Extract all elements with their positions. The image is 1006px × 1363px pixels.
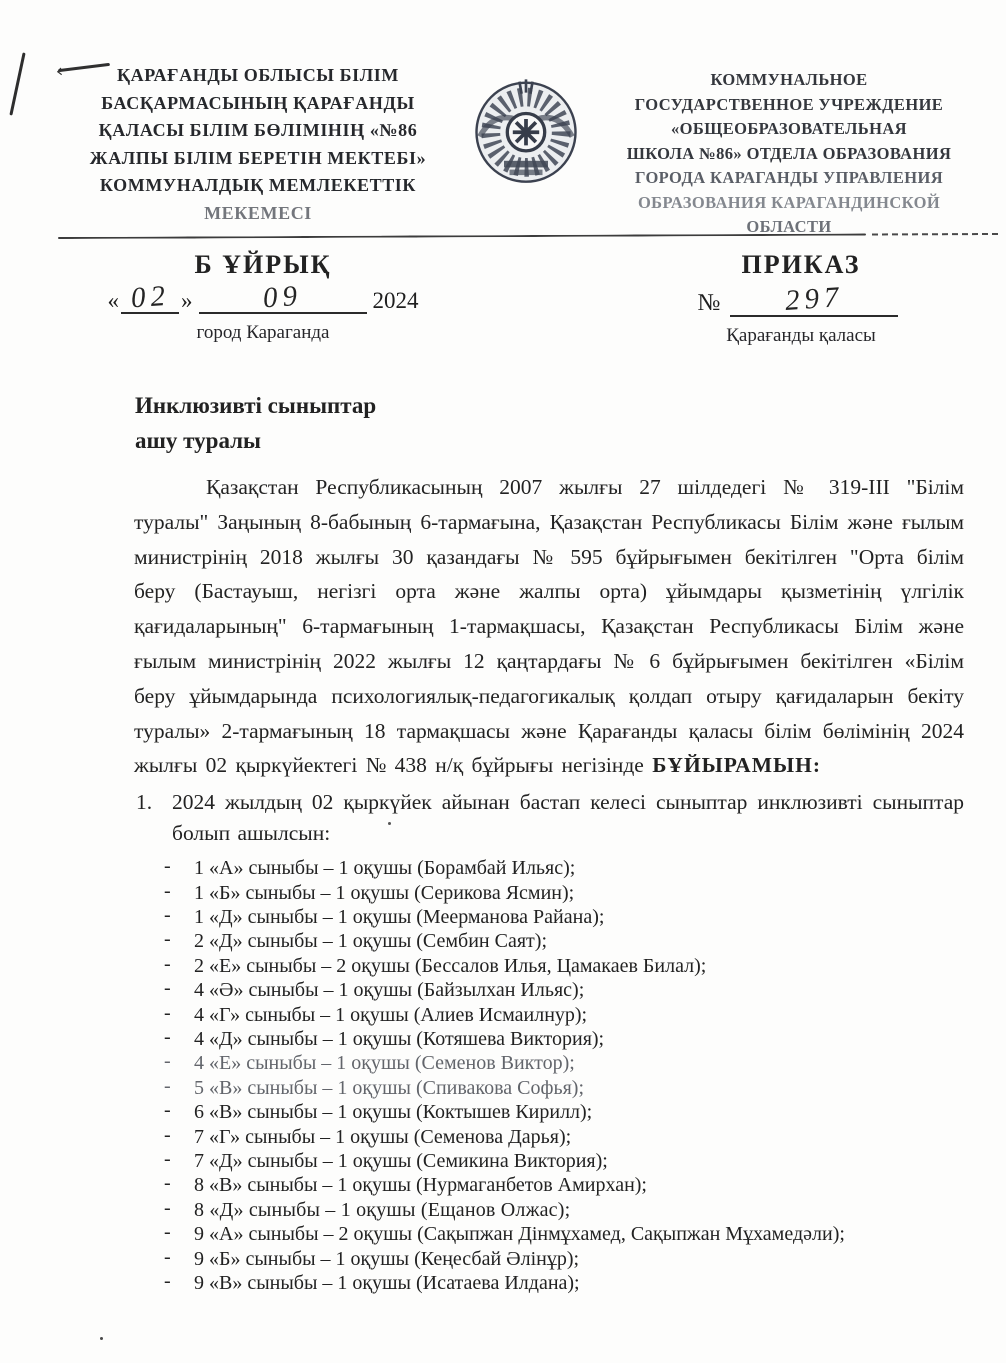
point-number: 1. xyxy=(136,790,153,815)
subject-line: ашу туралы xyxy=(135,428,262,453)
class-entry: 4 «Ә» сыныбы – 1 оқушы (Байзылхан Ильяс); xyxy=(194,979,585,1002)
org-line: ҚАРАҒАНДЫ ОБЛЫСЫ БІЛІМ xyxy=(117,65,399,85)
list-dash: - xyxy=(164,1172,171,1195)
list-item xyxy=(134,954,964,978)
list-dash: - xyxy=(164,1148,171,1171)
kazakhstan-emblem-icon xyxy=(460,64,592,212)
class-entry: 8 «Д» сыныбы – 1 оқушы (Ещанов Олжас); xyxy=(194,1198,571,1221)
class-entry: 6 «В» сыныбы – 1 оқушы (Коктышев Кирилл); xyxy=(194,1101,593,1124)
list-dash: - xyxy=(164,1050,171,1073)
handwritten-month: 09 xyxy=(261,279,304,315)
preamble-paragraph xyxy=(134,470,964,783)
list-item xyxy=(134,1222,964,1246)
list-dash: - xyxy=(164,928,171,951)
list-item xyxy=(134,1100,964,1124)
class-entry: 2 «Д» сыныбы – 1 оқушы (Сембин Саят); xyxy=(194,930,547,953)
order-date xyxy=(98,279,428,315)
list-dash: - xyxy=(164,1245,171,1268)
list-item xyxy=(134,1198,964,1222)
list-item xyxy=(134,1003,964,1027)
order-number xyxy=(656,280,946,318)
order-heading-russian xyxy=(656,250,946,347)
list-item xyxy=(134,1027,964,1051)
org-line: МЕКЕМЕСІ xyxy=(204,202,312,223)
pen-slash-mark xyxy=(9,52,25,115)
class-entry: 5 «В» сыныбы – 1 оқушы (Спивакова Софья); xyxy=(194,1076,585,1099)
order-heading-row xyxy=(98,250,946,347)
list-dash: - xyxy=(164,1221,171,1244)
list-item xyxy=(134,905,964,929)
org-line: КОММУНАЛДЫҚ МЕМЛЕКЕТТІК xyxy=(99,175,417,195)
point-text: 2024 жылдың 02 қыркүйек айынан бастап келесі сыныптар инклюзивті сыныптар болып ашылсын: xyxy=(172,790,964,846)
organization-name-kazakh xyxy=(62,62,454,227)
list-item xyxy=(134,881,964,905)
list-item xyxy=(134,1173,964,1197)
preamble-text: Қазақстан Республикасының 2007 жылғы 27 шілдедегі № 319-III "Білім туралы" Заңының 8-бабының 6-тармағына, Қазақстан Республикасы Білім және ғылым министрінің 2018 жылғы 30 қазандағы № 595 бұйрығымен бекітілген "Орта білім беру (Бастауыш, негізгі орта және жалпы орта) ұйымдары қызметінің үлгілік қағидаларының" 6-тармағының 1-тармақшасы, Қазақстан Республикасы Білім және ғылым министрінің 2022 жылғы 12 қаңтардағы № 6 бұйрығымен бекітілген «Білім беру ұйымдарында психологиялық-педагогикалық қолдап отыру қағидаларын бекіту туралы» 2-тармағының 18 тармақшасы және Қарағанды қаласы білім бөлімінің 2024 жылғы 02 қыркүйектегі № 438 н/қ бұйрығы негізінде xyxy=(134,475,964,778)
list-item xyxy=(134,1051,964,1075)
list-dash: - xyxy=(164,1074,171,1097)
org-line: ГОРОДА КАРАГАНДЫ УПРАВЛЕНИЯ xyxy=(634,168,944,187)
order-body xyxy=(134,470,964,1295)
list-dash: - xyxy=(164,855,171,878)
class-entry: 1 «Б» сыныбы – 1 оқушы (Серикова Ясмин); xyxy=(194,881,575,904)
org-line: ОБРАЗОВАНИЯ КАРАГАНДИНСКОЙ xyxy=(637,192,941,212)
order-title-kk: Б ҰЙРЫҚ xyxy=(194,250,332,279)
list-dash: - xyxy=(164,952,171,975)
class-entry: 1 «А» сыныбы – 1 оқушы (Борамбай Ильяс); xyxy=(194,857,576,880)
list-dash: - xyxy=(164,879,171,902)
list-dash: - xyxy=(164,977,171,1000)
order-year: 2024 xyxy=(372,288,419,313)
class-entry: 9 «В» сыныбы – 1 оқушы (Исатаева Илдана); xyxy=(194,1272,580,1295)
order-title-ru: ПРИКАЗ xyxy=(741,250,861,279)
class-entry: 7 «Д» сыныбы – 1 оқушы (Семикина Виктория); xyxy=(194,1150,608,1173)
list-dash: - xyxy=(164,1123,171,1146)
org-line: ШКОЛА №86» ОТДЕЛА ОБРАЗОВАНИЯ xyxy=(626,143,952,163)
list-item xyxy=(134,1149,964,1173)
list-dash: - xyxy=(164,1270,171,1293)
class-entry: 8 «В» сыныбы – 1 оқушы (Нурмаганбетов Амирхан); xyxy=(194,1174,647,1197)
list-dash: - xyxy=(164,903,171,926)
class-entry: 2 «Е» сыныбы – 2 оқушы (Бессалов Илья, Цамакаев Билал); xyxy=(194,954,707,977)
handwritten-order-number: 297 xyxy=(784,280,845,318)
list-item xyxy=(134,978,964,1002)
list-item xyxy=(134,1247,964,1271)
org-line: ЖАЛПЫ БІЛІМ БЕРЕТІН МЕКТЕБІ» xyxy=(89,147,427,168)
class-entry: 4 «Д» сыныбы – 1 оқушы (Котяшева Виктория); xyxy=(194,1028,605,1051)
order-heading-kazakh xyxy=(98,250,428,347)
org-line: ГОСУДАРСТВЕННОЕ УЧРЕЖДЕНИЕ xyxy=(634,94,944,114)
list-item xyxy=(134,1271,964,1295)
org-line: ОБЛАСТИ xyxy=(746,217,832,236)
inclusive-classes-list xyxy=(134,856,964,1295)
class-entry: 7 «Г» сыныбы – 1 оқушы (Семенова Дарья); xyxy=(194,1125,572,1148)
org-line: БАСҚАРМАСЫНЫҢ ҚАРАҒАНДЫ xyxy=(101,92,415,113)
org-line: «ОБЩЕОБРАЗОВАТЕЛЬНАЯ xyxy=(671,119,907,138)
organization-name-russian xyxy=(598,62,980,240)
list-item xyxy=(134,929,964,953)
quote-open: « xyxy=(107,288,119,313)
list-dash: - xyxy=(164,1099,171,1122)
quote-close: » xyxy=(181,288,193,313)
class-entry: 1 «Д» сыныбы – 1 оқушы (Меерманова Райана); xyxy=(194,905,605,928)
list-item xyxy=(134,1125,964,1149)
subject-line: Инклюзивті сыныптар xyxy=(135,393,377,418)
handwritten-day: 02 xyxy=(129,279,171,315)
class-entry: 4 «Г» сыныбы – 1 оқушы (Алиев Исмаилнур); xyxy=(194,1003,588,1026)
class-entry: 9 «А» сыныбы – 2 оқушы (Сақыпжан Дінмұхамед, Сақыпжан Мұхамедәли); xyxy=(194,1223,845,1246)
order-subject xyxy=(135,388,376,458)
scan-speck xyxy=(100,1337,103,1340)
class-entry: 4 «Е» сыныбы – 1 оқушы (Семенов Виктор); xyxy=(194,1052,575,1075)
resolve-word: БҰЙЫРАМЫН: xyxy=(652,753,821,778)
number-sign: № xyxy=(697,290,721,316)
letterhead xyxy=(62,62,980,240)
order-place-ru: Қарағанды қаласы xyxy=(726,325,876,346)
org-line: ҚАЛАСЫ БІЛІМ БӨЛІМІНІҢ «№86 xyxy=(98,120,418,140)
order-place-kk: город Караганда xyxy=(196,322,330,343)
org-line: КОММУНАЛЬНОЕ xyxy=(710,70,868,89)
order-point-1 xyxy=(134,787,964,849)
list-dash: - xyxy=(164,1196,171,1219)
class-entry: 9 «Б» сыныбы – 1 оқушы (Кеңесбай Әлінұр); xyxy=(194,1247,580,1270)
list-item xyxy=(134,1076,964,1100)
list-dash: - xyxy=(164,1026,171,1049)
list-item xyxy=(134,856,964,880)
list-dash: - xyxy=(164,1001,171,1024)
